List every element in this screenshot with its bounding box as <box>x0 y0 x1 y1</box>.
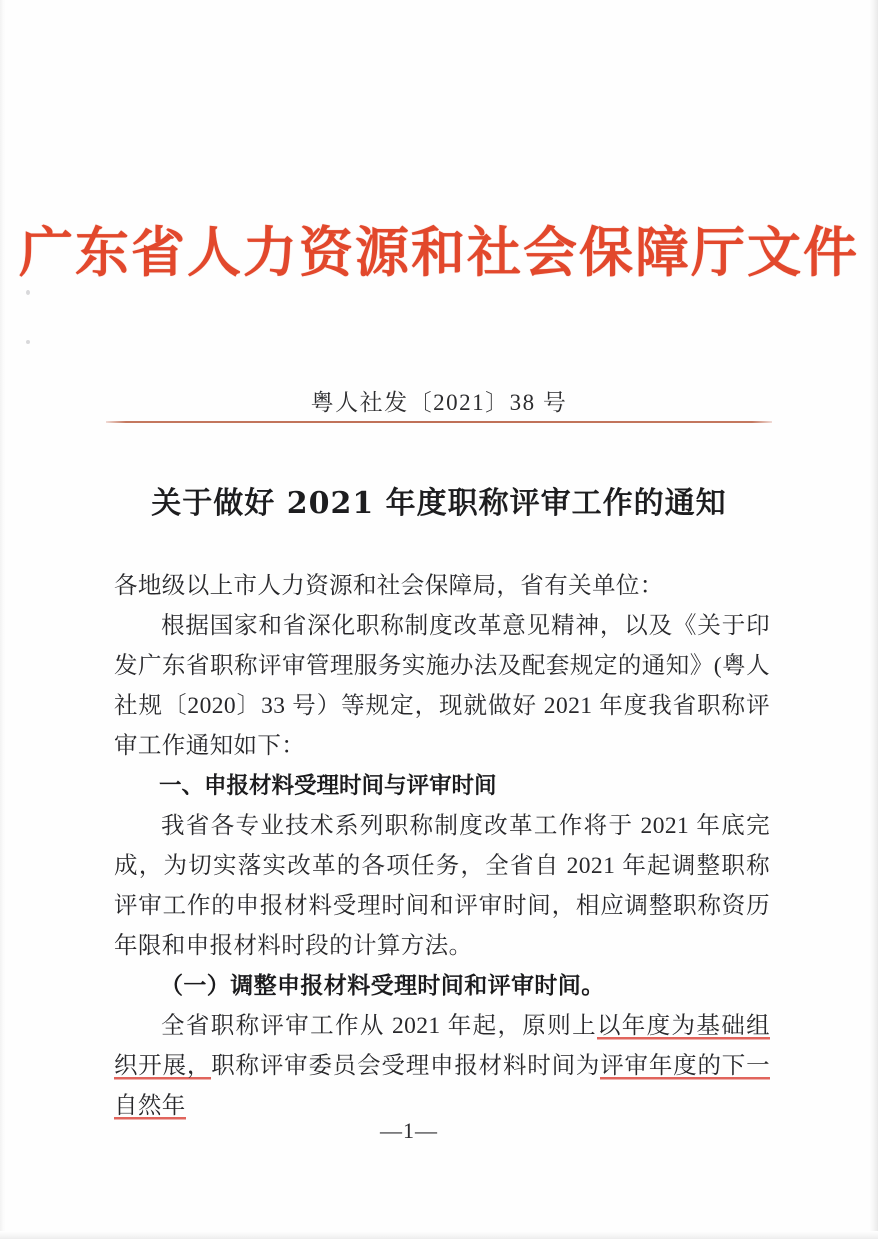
page-title: 关于做好 2021 年度职称评审工作的通知 <box>151 486 727 521</box>
scan-edge-left <box>0 0 7 1239</box>
intro-paragraph: 根据国家和省深化职称制度改革意见精神，以及《关于印发广东省职称评审管理服务实施办法及配套规定的通知》(粤人社规〔2020〕33 号）等规定，现就做好 2021 年度我省职称评审工作通知如下： <box>114 613 770 759</box>
scan-speck <box>26 340 30 344</box>
issuing-authority-title: 广东省人力资源和社会保障厅文件 <box>19 220 859 284</box>
red-underline-phrase-2: 评审年度的下一自然年 <box>114 1053 770 1119</box>
document-number: 粤人社发〔2021〕38 号 <box>310 390 568 415</box>
document-masthead <box>0 222 878 282</box>
document-body <box>114 566 770 1126</box>
subsection-heading-one: （一）调整申报材料受理时间和评审时间。 <box>160 972 605 999</box>
page-number: —1— <box>380 1118 438 1143</box>
red-underline-phrase-1: 以年度为基础组织开展， <box>114 1013 770 1079</box>
scan-edge-right <box>869 0 878 1239</box>
scan-speck <box>26 290 30 295</box>
salutation: 各地级以上市人力资源和社会保障局，省有关单位： <box>114 573 664 599</box>
section-one-paragraph: 我省各专业技术系列职称制度改革工作将于 2021 年底完成，为切实落实改革的各项任务，全省自 2021 年起调整职称评审工作的申报材料受理时间和评审时间，相应调整职称资历年限和申报材料时段的计算方法。 <box>114 813 770 959</box>
section-heading-one: 一、申报材料受理时间与评审时间 <box>159 773 497 799</box>
subsection-one-paragraph <box>114 1006 770 1126</box>
subsection-text-middle: 职称评审委员会受理申报材料时间为 <box>211 1053 601 1079</box>
header-divider-rule <box>106 421 772 423</box>
subsection-text-before: 全省职称评审工作从 2021 年起，原则上 <box>161 1013 597 1039</box>
scan-edge-bottom <box>0 1231 878 1239</box>
